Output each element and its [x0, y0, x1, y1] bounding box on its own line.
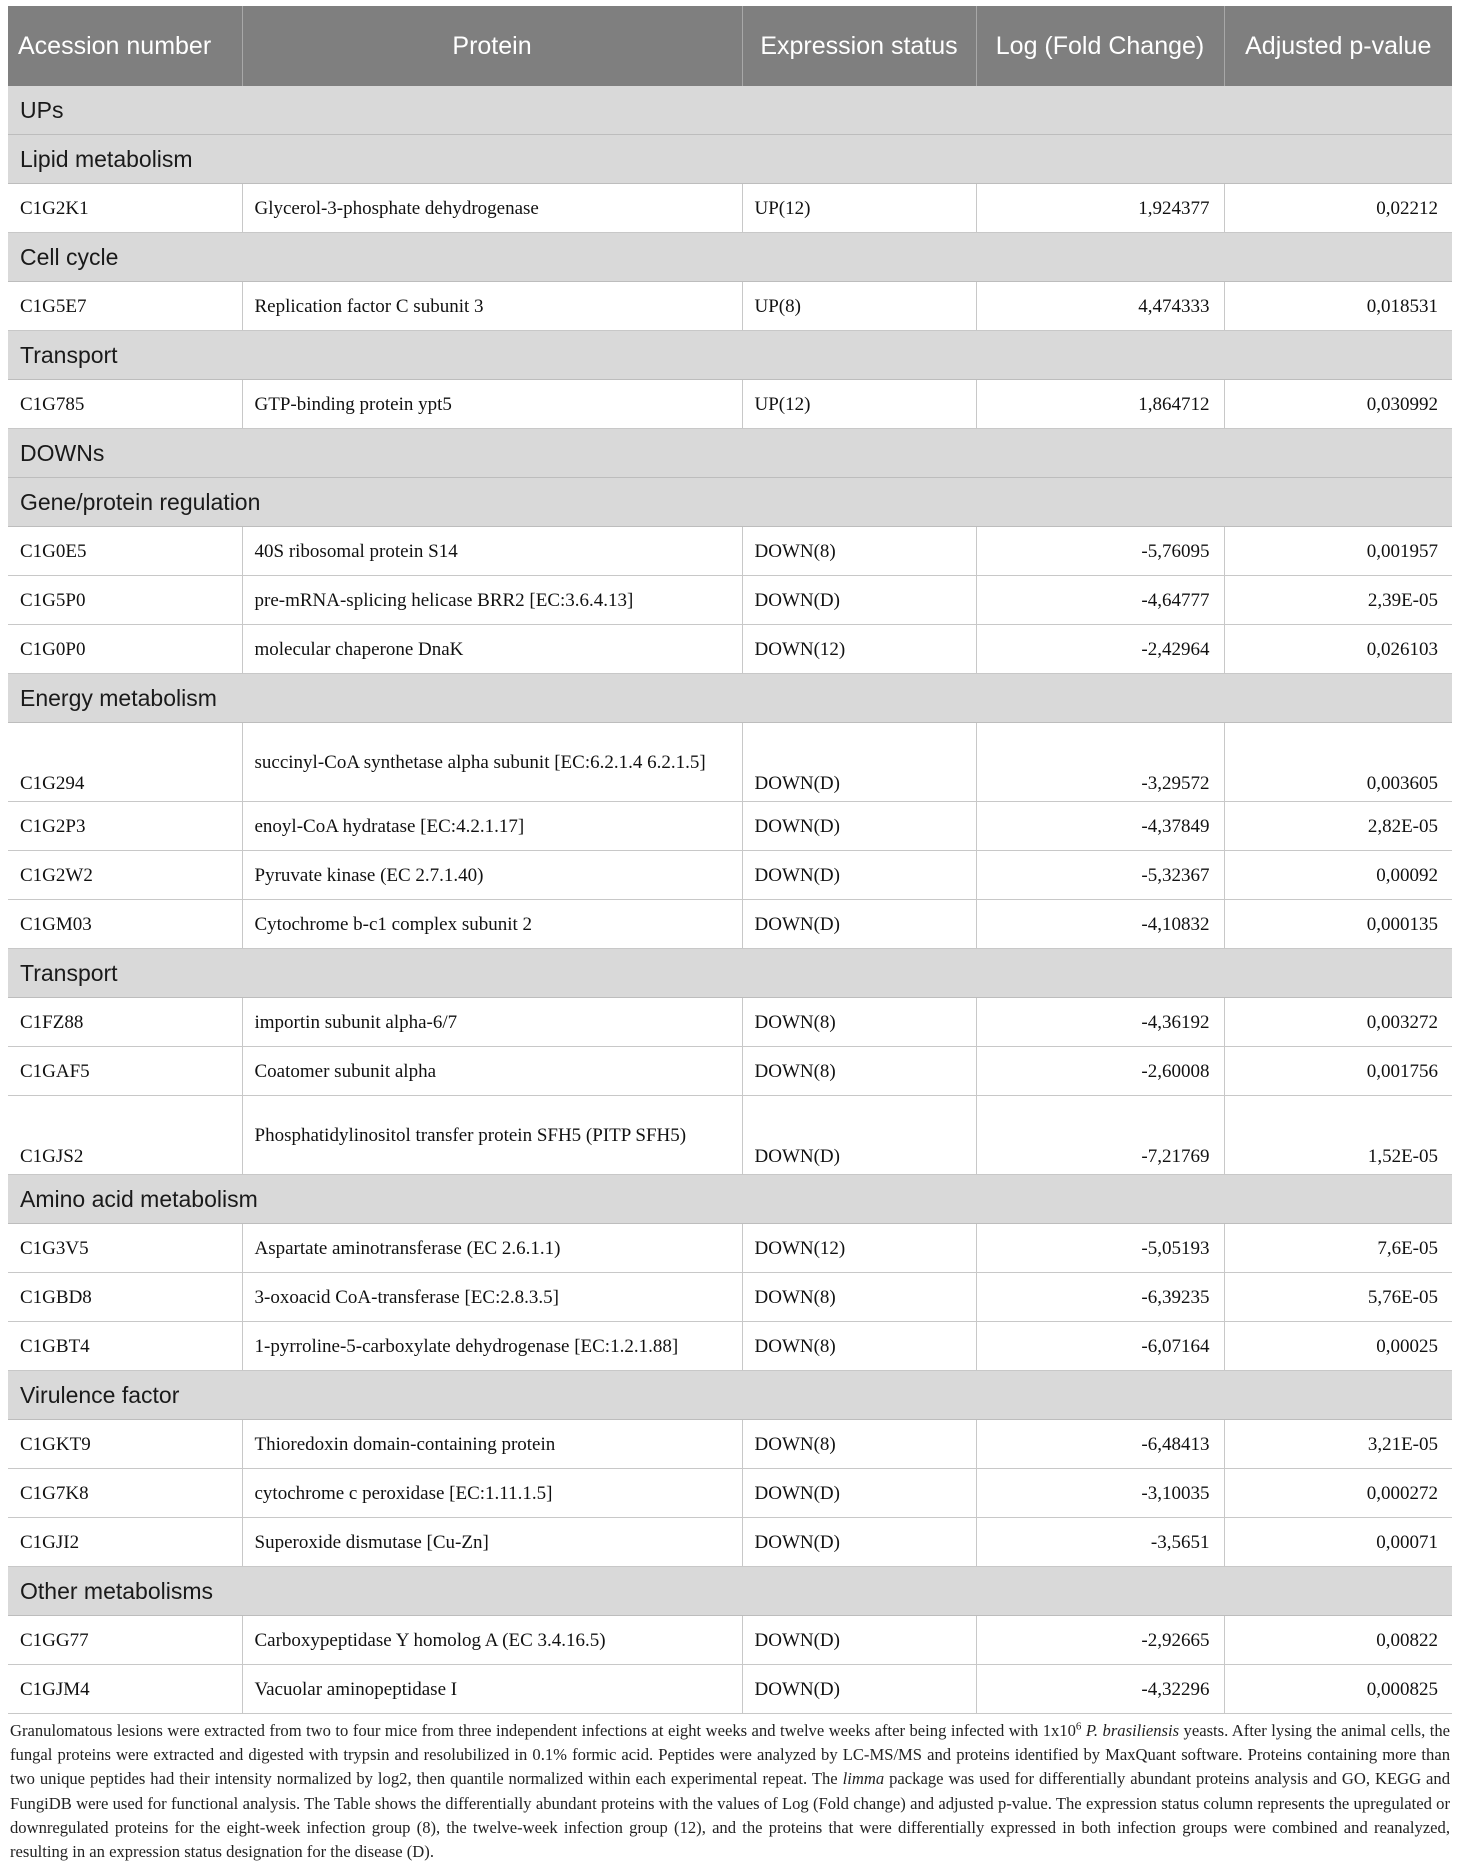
table-row	[8, 900, 1452, 949]
log-fold-change-cell: -2,42964	[976, 625, 1224, 674]
protein-cell: enoyl-CoA hydratase [EC:4.2.1.17]	[242, 802, 742, 851]
section-label: Cell cycle	[8, 233, 1452, 282]
expression-status-cell: DOWN(D)	[742, 802, 976, 851]
accession-cell: C1G2P3	[8, 802, 242, 851]
section-label: Amino acid metabolism	[8, 1175, 1452, 1224]
adjusted-p-value-cell: 2,82E-05	[1224, 802, 1452, 851]
protein-cell: succinyl-CoA synthetase alpha subunit [EC:6.2.1.4 6.2.1.5]	[242, 723, 742, 802]
accession-cell: C1G0E5	[8, 527, 242, 576]
protein-cell: importin subunit alpha-6/7	[242, 998, 742, 1047]
table-row	[8, 1322, 1452, 1371]
accession-cell: C1G5E7	[8, 282, 242, 331]
adjusted-p-value-cell: 0,00025	[1224, 1322, 1452, 1371]
section-label: UPs	[8, 86, 1452, 135]
caption-package: limma	[842, 1769, 885, 1789]
protein-cell: Pyruvate kinase (EC 2.7.1.40)	[242, 851, 742, 900]
log-fold-change-cell: -6,07164	[976, 1322, 1224, 1371]
expression-status-cell: DOWN(D)	[742, 576, 976, 625]
table-row	[8, 998, 1452, 1047]
accession-cell: C1G294	[8, 723, 242, 802]
adjusted-p-value-cell: 0,02212	[1224, 184, 1452, 233]
adjusted-p-value-cell: 7,6E-05	[1224, 1224, 1452, 1273]
table-row	[8, 576, 1452, 625]
table-caption	[8, 1719, 1452, 1864]
caption-species: P. brasiliensis	[1085, 1721, 1180, 1740]
expression-status-cell: DOWN(D)	[742, 1518, 976, 1567]
section-row	[8, 1175, 1452, 1224]
caption-part-2: yeasts. After lysing the animal cells, the fungal proteins were extracted and digested with trypsin and resolubilized in 0.1% formic acid. Peptides were analyzed by LC-MS/MS and proteins identified by MaxQuant software. Proteins containing more than two unique peptides had their intensity normalized by log2, then quantile normalized within each experimental repeat. The	[10, 1721, 1451, 1789]
table-row	[8, 527, 1452, 576]
table-row	[8, 802, 1452, 851]
table-body	[8, 86, 1452, 1714]
section-row	[8, 1371, 1452, 1420]
table-row	[8, 723, 1452, 802]
expression-status-cell: UP(8)	[742, 282, 976, 331]
log-fold-change-cell: -5,05193	[976, 1224, 1224, 1273]
adjusted-p-value-cell: 0,001957	[1224, 527, 1452, 576]
header-protein: Protein	[242, 6, 742, 86]
accession-cell: C1GJM4	[8, 1665, 242, 1714]
section-row	[8, 135, 1452, 184]
accession-cell: C1G2W2	[8, 851, 242, 900]
table-row	[8, 625, 1452, 674]
header-row	[8, 6, 1452, 86]
accession-cell: C1GG77	[8, 1616, 242, 1665]
adjusted-p-value-cell: 3,21E-05	[1224, 1420, 1452, 1469]
log-fold-change-cell: -2,60008	[976, 1047, 1224, 1096]
adjusted-p-value-cell: 2,39E-05	[1224, 576, 1452, 625]
section-row	[8, 949, 1452, 998]
adjusted-p-value-cell: 0,030992	[1224, 380, 1452, 429]
protein-cell: Replication factor C subunit 3	[242, 282, 742, 331]
protein-cell: Coatomer subunit alpha	[242, 1047, 742, 1096]
caption-part-1: Granulomatous lesions were extracted from two to four mice from three independent infections at eight weeks and twelve weeks after being infected with 1x10	[10, 1721, 1076, 1740]
section-row	[8, 478, 1452, 527]
adjusted-p-value-cell: 0,003272	[1224, 998, 1452, 1047]
adjusted-p-value-cell: 0,000272	[1224, 1469, 1452, 1518]
table-container	[8, 6, 1452, 1864]
adjusted-p-value-cell: 0,001756	[1224, 1047, 1452, 1096]
log-fold-change-cell: -4,32296	[976, 1665, 1224, 1714]
accession-cell: C1GKT9	[8, 1420, 242, 1469]
section-row	[8, 86, 1452, 135]
caption-superscript: 6	[1075, 1720, 1082, 1733]
adjusted-p-value-cell: 0,003605	[1224, 723, 1452, 802]
log-fold-change-cell: 1,864712	[976, 380, 1224, 429]
table-row	[8, 851, 1452, 900]
accession-cell: C1G5P0	[8, 576, 242, 625]
expression-status-cell: DOWN(8)	[742, 1047, 976, 1096]
expression-status-cell: UP(12)	[742, 380, 976, 429]
protein-cell: Glycerol-3-phosphate dehydrogenase	[242, 184, 742, 233]
adjusted-p-value-cell: 0,00092	[1224, 851, 1452, 900]
accession-cell: C1GM03	[8, 900, 242, 949]
protein-cell: molecular chaperone DnaK	[242, 625, 742, 674]
section-row	[8, 233, 1452, 282]
section-label: Transport	[8, 949, 1452, 998]
table-row	[8, 1273, 1452, 1322]
log-fold-change-cell: -3,10035	[976, 1469, 1224, 1518]
adjusted-p-value-cell: 0,026103	[1224, 625, 1452, 674]
log-fold-change-cell: -4,36192	[976, 998, 1224, 1047]
protein-cell: pre-mRNA-splicing helicase BRR2 [EC:3.6.4.13]	[242, 576, 742, 625]
expression-status-cell: DOWN(8)	[742, 998, 976, 1047]
expression-status-cell: DOWN(12)	[742, 625, 976, 674]
log-fold-change-cell: -3,5651	[976, 1518, 1224, 1567]
protein-cell: Phosphatidylinositol transfer protein SFH5 (PITP SFH5)	[242, 1096, 742, 1175]
accession-cell: C1GAF5	[8, 1047, 242, 1096]
table-row	[8, 1096, 1452, 1175]
expression-status-cell: DOWN(D)	[742, 1096, 976, 1175]
expression-status-cell: DOWN(D)	[742, 1665, 976, 1714]
protein-cell: GTP-binding protein ypt5	[242, 380, 742, 429]
adjusted-p-value-cell: 0,018531	[1224, 282, 1452, 331]
table-row	[8, 1420, 1452, 1469]
accession-cell: C1G2K1	[8, 184, 242, 233]
section-label: Energy metabolism	[8, 674, 1452, 723]
section-label: Transport	[8, 331, 1452, 380]
log-fold-change-cell: -4,10832	[976, 900, 1224, 949]
accession-cell: C1G3V5	[8, 1224, 242, 1273]
table-row	[8, 1224, 1452, 1273]
expression-status-cell: DOWN(D)	[742, 723, 976, 802]
section-label: Gene/protein regulation	[8, 478, 1452, 527]
log-fold-change-cell: -4,64777	[976, 576, 1224, 625]
table-row	[8, 282, 1452, 331]
table-row	[8, 1469, 1452, 1518]
accession-cell: C1GBD8	[8, 1273, 242, 1322]
section-label: Virulence factor	[8, 1371, 1452, 1420]
protein-cell: Superoxide dismutase [Cu-Zn]	[242, 1518, 742, 1567]
log-fold-change-cell: -6,39235	[976, 1273, 1224, 1322]
accession-cell: C1G785	[8, 380, 242, 429]
protein-table	[8, 6, 1452, 1714]
adjusted-p-value-cell: 0,00822	[1224, 1616, 1452, 1665]
section-row	[8, 1567, 1452, 1616]
accession-cell: C1FZ88	[8, 998, 242, 1047]
table-row	[8, 1518, 1452, 1567]
protein-cell: Aspartate aminotransferase (EC 2.6.1.1)	[242, 1224, 742, 1273]
table-row	[8, 1665, 1452, 1714]
section-label: Other metabolisms	[8, 1567, 1452, 1616]
log-fold-change-cell: -5,76095	[976, 527, 1224, 576]
protein-cell: Vacuolar aminopeptidase I	[242, 1665, 742, 1714]
table-row	[8, 184, 1452, 233]
protein-cell: 3-oxoacid CoA-transferase [EC:2.8.3.5]	[242, 1273, 742, 1322]
log-fold-change-cell: -2,92665	[976, 1616, 1224, 1665]
section-row	[8, 331, 1452, 380]
protein-cell: cytochrome c peroxidase [EC:1.11.1.5]	[242, 1469, 742, 1518]
header-accession: Acession number	[8, 6, 242, 86]
log-fold-change-cell: -6,48413	[976, 1420, 1224, 1469]
accession-cell: C1G0P0	[8, 625, 242, 674]
adjusted-p-value-cell: 5,76E-05	[1224, 1273, 1452, 1322]
expression-status-cell: DOWN(8)	[742, 1322, 976, 1371]
expression-status-cell: DOWN(D)	[742, 1616, 976, 1665]
header-adjusted-p-value: Adjusted p-value	[1224, 6, 1452, 86]
accession-cell: C1GJI2	[8, 1518, 242, 1567]
adjusted-p-value-cell: 0,000135	[1224, 900, 1452, 949]
adjusted-p-value-cell: 0,000825	[1224, 1665, 1452, 1714]
accession-cell: C1GJS2	[8, 1096, 242, 1175]
section-label: Lipid metabolism	[8, 135, 1452, 184]
table-row	[8, 1047, 1452, 1096]
adjusted-p-value-cell: 0,00071	[1224, 1518, 1452, 1567]
accession-cell: C1GBT4	[8, 1322, 242, 1371]
caption-part-3: package was used for differentially abundant proteins analysis and GO, KEGG and FungiDB were used for functional analysis. The Table shows the differentially abundant proteins with the values of Log (Fold change) and adjusted p-value. The expression status column represents the upregulated or downregulated proteins for the eight-week infection group (8), the twelve-week infection group (12), and the proteins that were differentially expressed in both infection groups were combined and reanalyzed, resulting in an expression status designation for the disease (D).	[10, 1769, 1450, 1862]
section-row	[8, 429, 1452, 478]
expression-status-cell: DOWN(D)	[742, 1469, 976, 1518]
expression-status-cell: DOWN(12)	[742, 1224, 976, 1273]
table-row	[8, 380, 1452, 429]
expression-status-cell: DOWN(D)	[742, 851, 976, 900]
protein-cell: 40S ribosomal protein S14	[242, 527, 742, 576]
header-expression-status: Expression status	[742, 6, 976, 86]
table-row	[8, 1616, 1452, 1665]
expression-status-cell: DOWN(8)	[742, 1273, 976, 1322]
accession-cell: C1G7K8	[8, 1469, 242, 1518]
log-fold-change-cell: -7,21769	[976, 1096, 1224, 1175]
protein-cell: Cytochrome b-c1 complex subunit 2	[242, 900, 742, 949]
log-fold-change-cell: 1,924377	[976, 184, 1224, 233]
protein-cell: 1-pyrroline-5-carboxylate dehydrogenase [EC:1.2.1.88]	[242, 1322, 742, 1371]
log-fold-change-cell: 4,474333	[976, 282, 1224, 331]
adjusted-p-value-cell: 1,52E-05	[1224, 1096, 1452, 1175]
section-row	[8, 674, 1452, 723]
protein-cell: Carboxypeptidase Y homolog A (EC 3.4.16.5)	[242, 1616, 742, 1665]
expression-status-cell: DOWN(D)	[742, 900, 976, 949]
expression-status-cell: DOWN(8)	[742, 527, 976, 576]
log-fold-change-cell: -4,37849	[976, 802, 1224, 851]
protein-cell: Thioredoxin domain-containing protein	[242, 1420, 742, 1469]
header-log-fold-change: Log (Fold Change)	[976, 6, 1224, 86]
log-fold-change-cell: -5,32367	[976, 851, 1224, 900]
expression-status-cell: DOWN(8)	[742, 1420, 976, 1469]
log-fold-change-cell: -3,29572	[976, 723, 1224, 802]
section-label: DOWNs	[8, 429, 1452, 478]
expression-status-cell: UP(12)	[742, 184, 976, 233]
